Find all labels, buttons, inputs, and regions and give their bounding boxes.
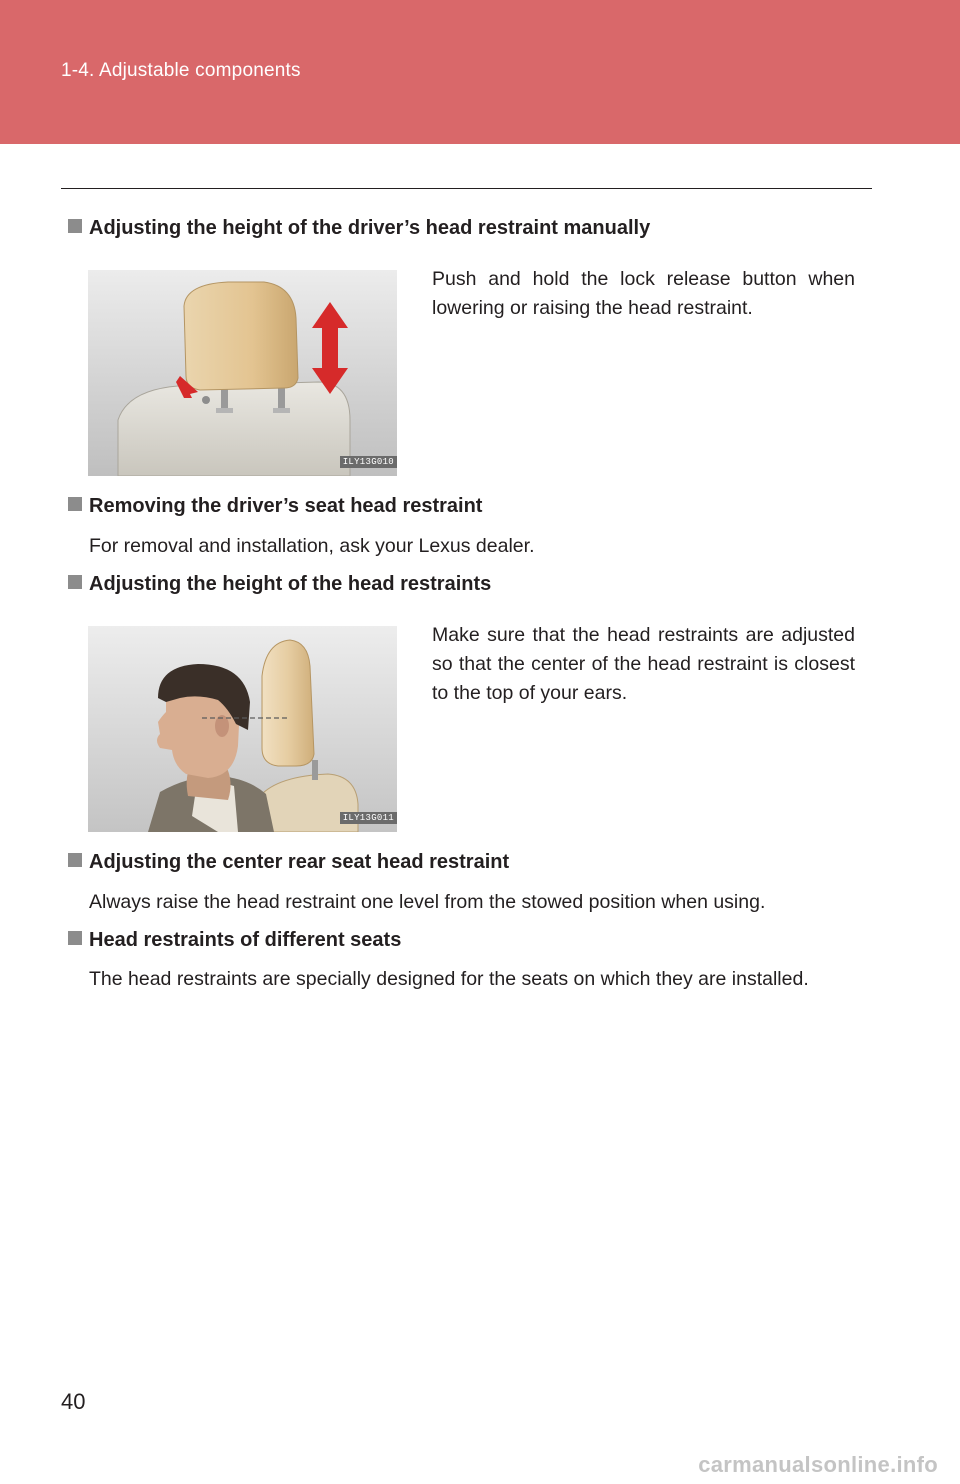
square-bullet-icon — [68, 219, 82, 233]
heading-removing-driver-head-restraint — [68, 495, 482, 518]
body-text-different-seats: The head restraints are specially designed for the seats on which they are installed. — [89, 968, 809, 990]
header-band — [0, 0, 960, 144]
square-bullet-icon — [68, 497, 82, 511]
figure-code: ILY13G010 — [340, 456, 397, 468]
heading-text: Removing the driver’s seat head restraint — [89, 495, 483, 517]
heading-adjust-head-restraints-height — [68, 573, 491, 596]
driver-head-restraint-illustration — [88, 270, 397, 476]
square-bullet-icon — [68, 853, 82, 867]
head-restraint-position-illustration — [88, 626, 397, 832]
page-number: 40 — [61, 1389, 86, 1414]
heading-text: Adjusting the height of the head restraints — [89, 573, 492, 595]
heading-text: Head restraints of different seats — [89, 929, 402, 951]
side-text-lock-release: Push and hold the lock release button when lowering or raising the head restraint. — [432, 268, 855, 319]
heading-text: Adjusting the height of the driver’s head restraint manually — [89, 217, 651, 239]
top-rule — [61, 188, 872, 189]
heading-center-rear-head-restraint — [68, 851, 509, 874]
figure-code: ILY13G011 — [340, 812, 397, 824]
side-text-ear-level: Make sure that the head restraints are adjusted so that the center of the head restraint is closest to the top of your ears. — [432, 624, 855, 704]
square-bullet-icon — [68, 931, 82, 945]
heading-different-seats — [68, 929, 401, 952]
square-bullet-icon — [68, 575, 82, 589]
body-text-center-rear: Always raise the head restraint one level from the stowed position when using. — [89, 891, 766, 913]
figure-head-restraint-position — [88, 626, 397, 832]
heading-text: Adjusting the center rear seat head restraint — [89, 851, 510, 873]
figure-driver-head-restraint — [88, 270, 397, 476]
heading-adjust-driver-head-restraint — [68, 217, 650, 240]
body-text-removal: For removal and installation, ask your Lexus dealer. — [89, 535, 535, 557]
watermark: carmanualsonline.info — [698, 1452, 938, 1477]
section-title: 1-4. Adjustable components — [61, 60, 301, 81]
